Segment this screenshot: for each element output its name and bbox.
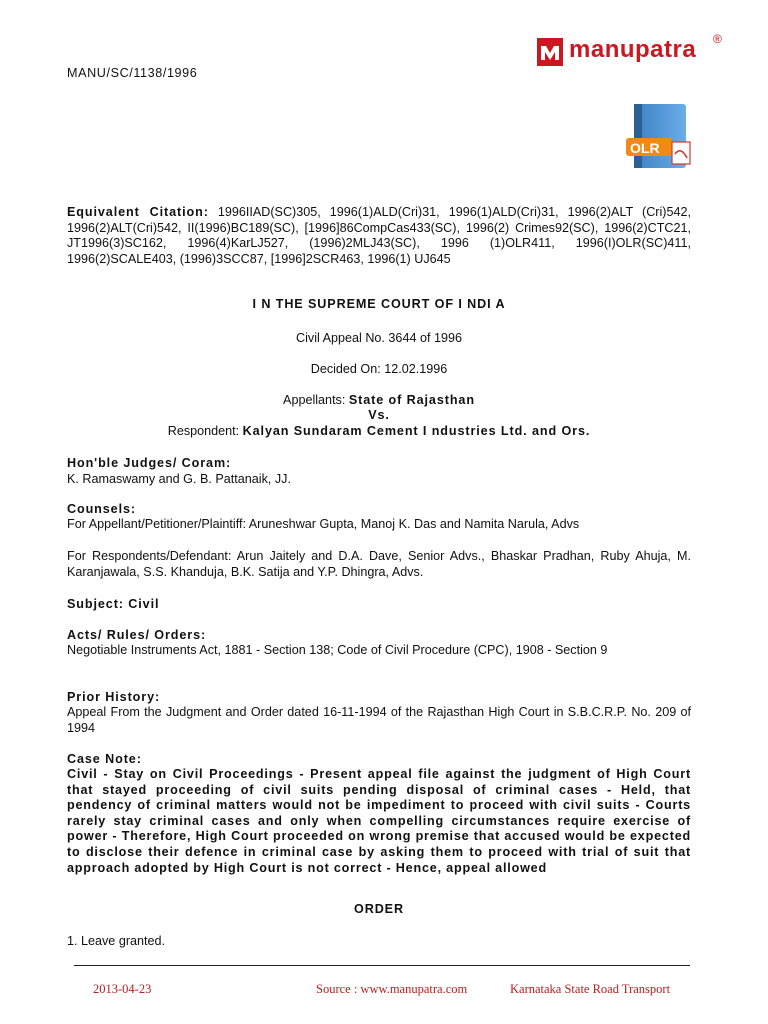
- versus: Vs.: [368, 408, 390, 422]
- case-note-value: Civil - Stay on Civil Proceedings - Present appeal file against the judgment of High Court that stayed proceeding of civil suits pending disposal of criminal cases - Held, that pendency of criminal matters would not be impediment to proceed with civil suits - Courts rarely stay criminal cases and only when compelling circumstances require exercise of power - Therefore, High Court proceeded on wrong premise that accused would be expected to disclose their defence in criminal case by asking them to proceed with trial of suit that approach adopted by High Court is not correct - Hence, appeal allowed: [67, 767, 691, 875]
- counsels-label: Counsels:: [67, 502, 136, 516]
- appellants-label: Appellants:: [283, 393, 346, 407]
- olr-pdf-icon[interactable]: [624, 102, 696, 172]
- equivalent-citation-label: Equivalent Citation:: [67, 205, 209, 219]
- manupatra-logo[interactable]: [537, 32, 733, 72]
- footer-user: Karnataka State Road Transport: [510, 982, 671, 996]
- equivalent-citation: [67, 205, 691, 267]
- judges-label: Hon'ble Judges/ Coram:: [67, 456, 232, 470]
- decided-on: Decided On: 12.02.1996: [310, 362, 448, 376]
- olr-badge-label: OLR: [630, 140, 660, 156]
- appeal-number: Civil Appeal No. 3644 of 1996: [296, 331, 462, 345]
- registered-mark: ®: [713, 32, 722, 46]
- manupatra-logo-text: manupatra: [569, 36, 697, 63]
- respondent-label: Respondent:: [167, 424, 240, 438]
- footer-source[interactable]: Source : www.manupatra.com: [316, 982, 468, 996]
- acts-value: Negotiable Instruments Act, 1881 - Section 138; Code of Civil Procedure (CPC), 1908 - Section 9: [67, 643, 608, 657]
- order-paragraph-1: 1. Leave granted.: [67, 934, 166, 948]
- court-name: I N THE SUPREME COURT OF I NDI A: [252, 297, 506, 311]
- footer-date: 2013-04-23: [93, 982, 152, 996]
- counsel-appellant: For Appellant/Petitioner/Plaintiff: Aruneshwar Gupta, Manoj K. Das and Namita Narula, Advs: [67, 517, 580, 531]
- citation-id: MANU/SC/1138/1996: [67, 66, 198, 80]
- footer-divider: [74, 965, 690, 966]
- manupatra-logo-icon: [537, 38, 563, 66]
- respondent-line: [67, 424, 691, 438]
- judges-value: K. Ramaswamy and G. B. Pattanaik, JJ.: [67, 472, 291, 486]
- equivalent-citation-value: 1996IIAD(SC)305, 1996(1)ALD(Cri)31, 1996(1)ALD(Cri)31, 1996(2)ALT (Cri)542, 1996(2)ALT(Cri)542, II(1996)BC189(SC), [1996]86CompCas433(SC), 1996(2) Crimes92(SC), 1996(2)CTC21, JT1996(3)SC162, 1996(4)KarLJ527, (1996)2MLJ43(SC), 1996 (1)OLR411, 1996(I)OLR(SC)411, 1996(2)SCALE403, (1996)3SCC87, [1996]2SCR463, 1996(1) UJ645: [67, 205, 692, 266]
- appellants-line: [67, 393, 691, 407]
- subject: Subject: Civil: [67, 597, 160, 611]
- respondent-name: Kalyan Sundaram Cement I ndustries Ltd. and Ors.: [242, 424, 591, 438]
- case-note-label: Case Note:: [67, 752, 142, 766]
- counsel-respondent: For Respondents/Defendant: Arun Jaitely and D.A. Dave, Senior Advs., Bhaskar Pradhan, Ruby Ahuja, M. Karanjawala, S.S. Khanduja, B.K. Satija and Y.P. Dhingra, Advs.: [67, 549, 691, 579]
- appellants-name: State of Rajasthan: [348, 393, 475, 407]
- order-heading: ORDER: [354, 902, 404, 916]
- acts-label: Acts/ Rules/ Orders:: [67, 628, 207, 642]
- prior-history-value: Appeal From the Judgment and Order dated 16-11-1994 of the Rajasthan High Court in S.B.C.R.P. No. 209 of 1994: [67, 705, 691, 735]
- prior-history-label: Prior History:: [67, 690, 161, 704]
